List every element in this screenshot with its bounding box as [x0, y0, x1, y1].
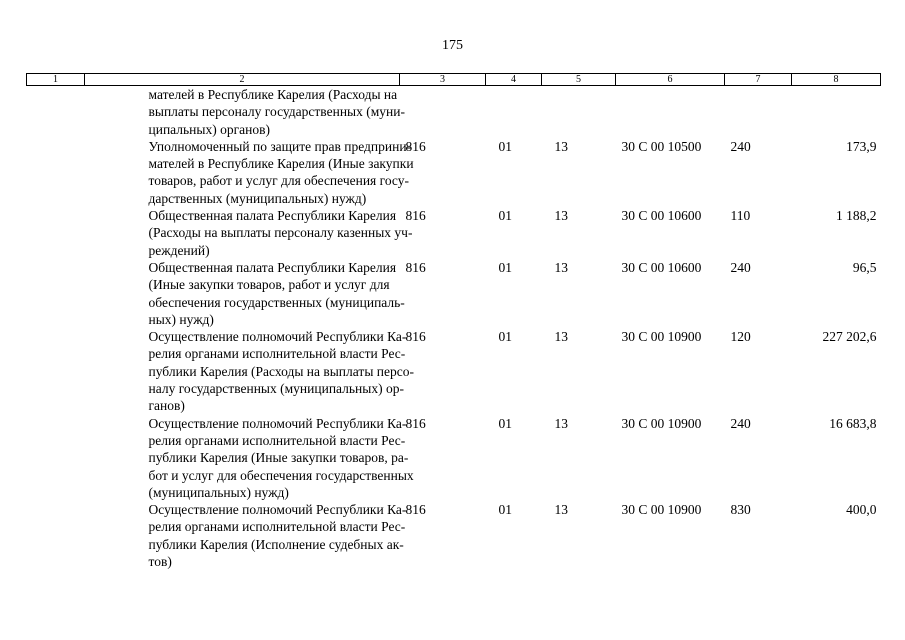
expense-name-line: Осуществление полномочий Республики Ка- [148, 329, 407, 345]
budget-table [26, 73, 881, 570]
ministry-code-cell [400, 86, 486, 138]
expense-name-line: обеспечения государственных (муниципаль- [148, 294, 405, 310]
expense-name-line: релия органами исполнительной власти Рес- [148, 432, 406, 448]
expense-name-line: мателей в Республике Карелия (Расходы на [148, 87, 398, 102]
expense-name-line: реждений) [148, 242, 210, 258]
target-article-cell [616, 86, 725, 138]
ministry-code-cell: 816 [405, 502, 426, 518]
ministry-code-cell: 816 [405, 208, 426, 224]
expense-name-cell [85, 138, 414, 207]
section-code-cell: 01 [498, 502, 512, 518]
table-body [27, 86, 881, 571]
column-header: 1 [27, 74, 85, 86]
ministry-code-cell: 816 [405, 138, 426, 154]
expense-name-line: выплаты персоналу государственных (муни- [148, 104, 405, 120]
expense-name-line: (Расходы на выплаты персоналу казенных уч- [148, 225, 413, 241]
expense-name-cell [85, 415, 414, 501]
expense-type-cell: 120 [730, 329, 751, 345]
table-row [27, 86, 881, 138]
target-article-cell: 30 С 00 10500 [621, 138, 702, 154]
table-row [27, 259, 881, 328]
expense-name-line: публики Карелия (Иные закупки товаров, ра- [148, 450, 409, 466]
expense-type-cell: 110 [730, 208, 751, 224]
row-number-cell [27, 415, 85, 501]
row-number-cell [27, 138, 85, 207]
section-code-cell: 01 [498, 329, 512, 345]
subsection-code-cell: 13 [554, 259, 568, 275]
expense-name-line: налу государственных (муниципальных) ор- [148, 381, 404, 397]
amount-cell [792, 86, 881, 138]
expense-name-line: Уполномоченный по защите прав предприни- [148, 138, 412, 154]
column-header: 3 [400, 74, 486, 86]
table-row [27, 328, 881, 414]
row-number-cell [27, 207, 85, 259]
table-row [27, 207, 881, 259]
subsection-code-cell: 13 [554, 329, 568, 345]
subsection-code-cell: 13 [554, 138, 568, 154]
amount-cell: 1 188,2 [836, 208, 877, 224]
expense-name-line: публики Карелия (Расходы на выплаты персо- [148, 363, 414, 379]
amount-cell: 173,9 [846, 138, 877, 154]
expense-type-cell: 240 [730, 138, 751, 154]
expense-name-line: Общественная палата Республики Карелия [148, 208, 397, 224]
expense-name-line: тов) [148, 554, 172, 570]
table-row [27, 501, 881, 570]
amount-cell: 96,5 [852, 259, 877, 275]
expense-name-line: мателей в Республике Карелия (Иные закупки [148, 156, 414, 172]
expense-name-line: публики Карелия (Исполнение судебных ак- [148, 536, 404, 552]
section-code-cell: 01 [498, 259, 512, 275]
expense-name-line: ципальных) органов) [148, 121, 270, 137]
column-numbers-header [27, 74, 881, 86]
table-row [27, 138, 881, 207]
expense-name-line: ных) нужд) [148, 311, 214, 327]
page-number: 175 [442, 38, 463, 53]
target-article-cell: 30 С 00 10600 [621, 208, 702, 224]
amount-cell: 400,0 [846, 502, 877, 518]
column-header: 6 [616, 74, 725, 86]
expense-name-line: ганов) [148, 398, 185, 414]
column-header: 2 [85, 74, 400, 86]
expense-type-cell [725, 86, 792, 138]
expense-name-cell [85, 259, 405, 328]
row-number-cell [27, 328, 85, 414]
section-code-cell: 01 [498, 138, 512, 154]
expense-name-line: релия органами исполнительной власти Рес- [148, 519, 406, 535]
expense-name-line: (муниципальных) нужд) [148, 484, 289, 500]
expense-name-line: дарственных (муниципальных) нужд) [148, 190, 367, 206]
expense-name-line: Осуществление полномочий Республики Ка- [148, 502, 407, 518]
amount-cell: 16 683,8 [829, 415, 877, 431]
amount-cell: 227 202,6 [822, 329, 877, 345]
expense-name-cell [85, 207, 413, 259]
expense-name-cell [85, 86, 405, 138]
target-article-cell: 30 С 00 10900 [621, 502, 702, 518]
expense-name-line: (Иные закупки товаров, работ и услуг для [148, 277, 390, 293]
subsection-code-cell: 13 [554, 502, 568, 518]
expense-name-line: бот и услуг для обеспечения государственных [148, 467, 414, 483]
column-header: 5 [542, 74, 616, 86]
ministry-code-cell: 816 [405, 259, 426, 275]
ministry-code-cell: 816 [405, 415, 426, 431]
row-number-cell [27, 86, 85, 138]
expense-type-cell: 830 [730, 502, 751, 518]
target-article-cell: 30 С 00 10900 [621, 415, 702, 431]
expense-name-line: Осуществление полномочий Республики Ка- [148, 415, 407, 431]
ministry-code-cell: 816 [405, 329, 426, 345]
row-number-cell [27, 501, 85, 570]
section-code-cell [486, 86, 542, 138]
subsection-code-cell: 13 [554, 415, 568, 431]
column-header: 8 [792, 74, 881, 86]
row-number-cell [27, 259, 85, 328]
subsection-code-cell: 13 [554, 208, 568, 224]
expense-name-line: релия органами исполнительной власти Рес- [148, 346, 406, 362]
expense-name-cell [85, 501, 407, 570]
section-code-cell: 01 [498, 208, 512, 224]
section-code-cell: 01 [498, 415, 512, 431]
target-article-cell: 30 С 00 10900 [621, 329, 702, 345]
column-header: 4 [486, 74, 542, 86]
expense-name-line: Общественная палата Республики Карелия [148, 259, 397, 275]
expense-name-cell [85, 328, 414, 414]
subsection-code-cell [542, 86, 616, 138]
expense-type-cell: 240 [730, 415, 751, 431]
target-article-cell: 30 С 00 10600 [621, 259, 702, 275]
expense-type-cell: 240 [730, 259, 751, 275]
column-header: 7 [725, 74, 792, 86]
expense-name-line: товаров, работ и услуг для обеспечения госу- [148, 173, 409, 189]
table-row [27, 415, 881, 501]
